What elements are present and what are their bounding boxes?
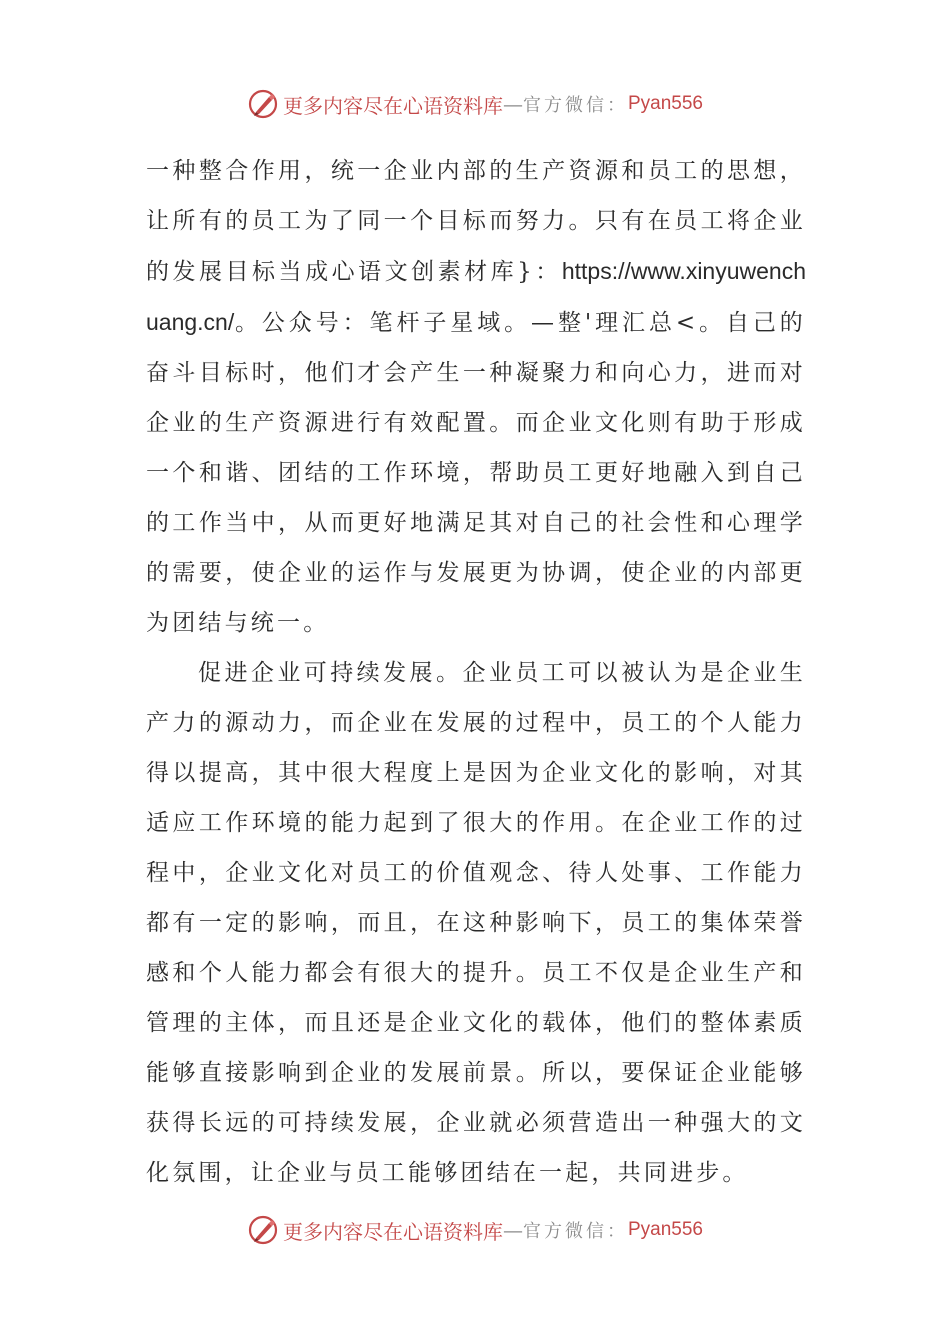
paragraph-2: 促进企业可持续发展。企业员工可以被认为是企业生产力的源动力，而企业在发展的过程中，员工的个人能力得以提高，其中很大程度上是因为企业文化的影响，对其适应工作环境的能力起到了很大的作用。在企业工作的过程中，企业文化对员工的价值观念、待人处事、工作能力都有一定的影响，而且，在这种影响下，员工的集体荣誉感和个人能力都会有很大的提升。员工不仅是企业生产和管理的主体，而且还是企业文化的载体，他们的整体素质能够直接影响到企业的发展前景。所以，要保证企业能够获得长远的可持续发展，企业就必须营造出一种强大的文化氛围，让企业与员工能够团结在一起，共同进步。: [146, 660, 806, 1186]
footer-dash: —: [502, 1218, 523, 1242]
header-wechat-label: 官方微信：: [522, 95, 628, 116]
header-dash: —: [502, 92, 523, 116]
pen-logo-icon: [247, 88, 279, 120]
header-banner-content: [247, 84, 703, 124]
paragraph-1-part-2: 。公众号：笔杆子星域。—整'理汇总<。自己的奋斗目标时，他们才会产生一种凝聚力和向心力，进而对企业的生产资源进行有效配置。而企业文化则有助于形成一个和谐、团结的工作环境，帮助员工更好地融入到自己的工作当中，从而更好地满足其对自己的社会性和心理学的需要，使企业的运作与发展更为协调，使企业的内部更为团结与统一。: [146, 310, 806, 636]
document-body: [146, 146, 806, 1198]
footer-wechat-label: 官方微信：: [522, 1221, 628, 1242]
header-banner: [0, 84, 950, 124]
footer-banner-content: [247, 1210, 703, 1250]
paragraph-1: [146, 146, 806, 648]
footer-wechat-id: Pyan556: [627, 1219, 703, 1240]
paragraph-1-part-1: 一种整合作用，统一企业内部的生产资源和员工的思想，让所有的员工为了同一个目标而努力。只有在员工将企业的发展目标当成心语文创素材库}：: [146, 158, 806, 285]
pen-logo-icon: [247, 1214, 279, 1246]
footer-banner: [0, 1210, 950, 1250]
header-wechat-id: Pyan556: [627, 93, 703, 114]
website-url: https://www.xinyuwenchuang.cn/: [146, 258, 806, 335]
footer-promo-text: 更多内容尽在心语资料库: [282, 1219, 503, 1244]
header-promo-text: 更多内容尽在心语资料库: [282, 93, 503, 118]
